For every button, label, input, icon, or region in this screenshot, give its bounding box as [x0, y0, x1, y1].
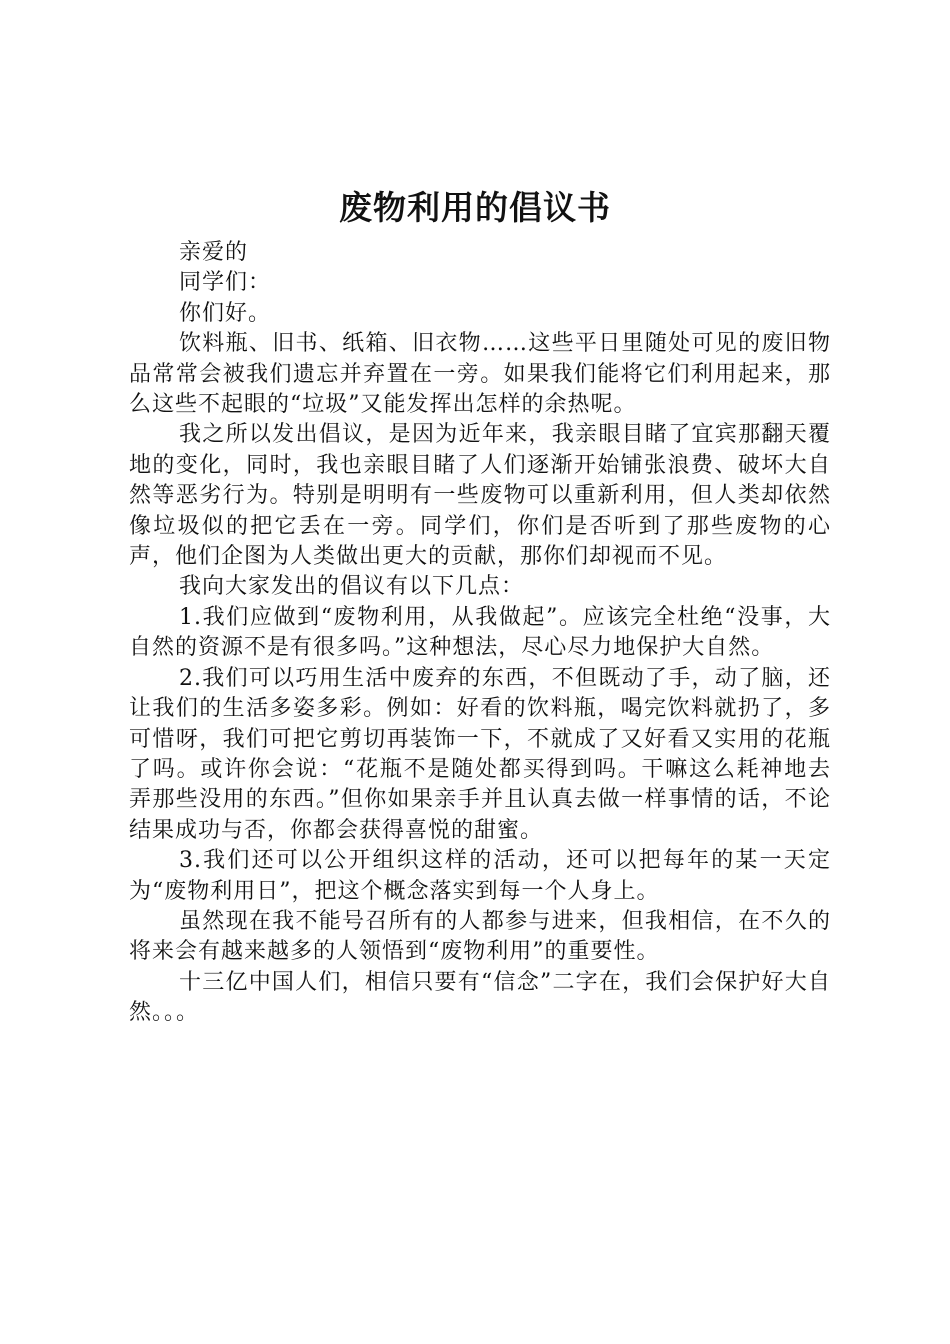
list-item-paragraph: 3.我们还可以公开组织这样的活动，还可以把每年的某一天定为“废物利用日”，把这个概念落实到每一个人身上。	[129, 848, 831, 904]
body-paragraph: 我之所以发出倡议，是因为近年来，我亲眼目睹了宜宾那翻天覆地的变化，同时，我也亲眼目睹了人们逐渐开始铺张浪费、破坏大自然等恶劣行为。特别是明明有一些废物可以重新利用，但人类却依然像垃圾似的把它丢在一旁。同学们，你们是否听到了那些废物的心声，他们企图为人类做出更大的贡献，那你们却视而不见。	[129, 422, 831, 570]
greeting-line: 你们好。	[179, 300, 272, 326]
body-paragraph: 虽然现在我不能号召所有的人都参与进来，但我相信，在不久的将来会有越来越多的人领悟到“废物利用”的重要性。	[129, 908, 831, 965]
body-paragraph: 饮料瓶、旧书、纸箱、旧衣物……这些平日里随处可见的废旧物品常常会被我们遗忘并弃置在一旁。如果我们能将它们利用起来，那么这些不起眼的“垃圾”又能发挥出怎样的余热呢。	[129, 331, 831, 418]
salutation-line-1: 亲爱的	[179, 240, 249, 265]
closing-paragraph: 十三亿中国人们，相信只要有“信念”二字在，我们会保护好大自然。。。	[129, 969, 831, 1026]
body-paragraph: 我向大家发出的倡议有以下几点：	[179, 574, 525, 600]
list-item-paragraph: 1.我们应做到“废物利用，从我做起”。应该完全杜绝“没事，大自然的资源不是有很多吗。”这种想法，尽心尽力地保护大自然。	[129, 604, 831, 661]
list-item-paragraph: 2.我们可以巧用生活中废弃的东西，不但既动了手，动了脑，还让我们的生活多姿多彩。例如：好看的饮料瓶，喝完饮料就扔了，多可惜呀，我们可把它剪切再装饰一下，不就成了又好看又实用的花瓶了吗。或许你会说：“花瓶不是随处都买得到吗。干嘛这么耗神地去弄那些没用的东西。”但你如果亲手并且认真去做一样事情的话，不论结果成功与否，你都会获得喜悦的甜蜜。	[129, 665, 831, 843]
document-title: 废物利用的倡议书	[339, 188, 611, 227]
salutation-line-2: 同学们：	[179, 270, 272, 296]
document-body	[129, 238, 831, 1029]
